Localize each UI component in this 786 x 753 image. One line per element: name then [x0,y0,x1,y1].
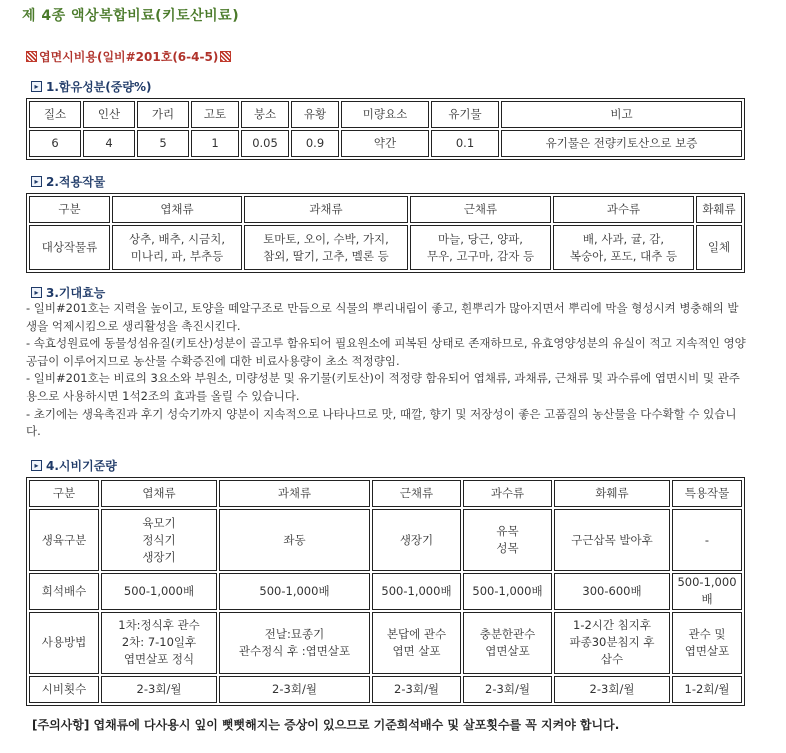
square-arrow-icon: ▸ [31,460,42,471]
standard-row-label: 희석배수 [29,573,99,609]
standard-cell [672,509,742,571]
cell-line: 토마토, 오이, 수박, 가지, [263,231,389,246]
crops-header: 구분 [29,196,110,223]
composition-header: 비고 [501,101,742,128]
crops-header: 화훼류 [696,196,742,223]
section-effects-label: 3.기대효능 [46,286,106,300]
standard-row-label: 생육구분 [29,509,99,571]
cell-line: 관수 및 [688,626,726,641]
composition-value: 0.9 [291,130,339,157]
cell-line: 본답에 관수 [386,626,447,641]
cell-line: 구근삽목 발아후 [571,532,653,547]
standard-cell [554,509,670,571]
standard-cell [101,612,217,674]
standard-header: 근채류 [372,480,461,507]
cell-line: 파종30분침지 후 [569,635,655,650]
table-row [29,225,742,270]
standard-cell: 2-3회/월 [463,676,552,703]
standard-cell [372,612,461,674]
subtitle-text: 엽면시비용(일비#201호(6-4-5) [39,50,219,64]
cell-line: 엽면살포 [684,643,730,658]
crops-header: 과수류 [553,196,694,223]
section-crops-label: 2.적용작물 [46,175,106,189]
composition-value: 4 [83,130,135,157]
effect-paragraph: - 일비#201호는 지력을 높이고, 토양을 떼알구조로 만듬으로 식물의 뿌리내림이 좋고, 흰뿌리가 많아지면서 뿌리에 막을 형성시켜 병충해의 발생을 억제시킴으로 생리활성을 촉진시킨다. [26,301,739,333]
cell-line: 좌동 [283,532,306,547]
table-row [29,196,742,223]
standard-cell: 500-1,000배 [672,573,742,609]
effect-paragraph: - 일비#201호는 비료의 3요소와 부원소, 미량성분 및 유기물(키토산)이 적정량 함유되어 엽채류, 과채류, 근채류 및 과수류에 엽면시비 및 관주용으로 사용하시면 1석2조의 효과를 올릴 수 있습니다. [26,371,740,403]
standard-cell [554,612,670,674]
standard-cell [463,509,552,571]
crops-cell [696,225,742,270]
cell-line: 육모기 [142,515,176,530]
standard-row-label: 시비횟수 [29,676,99,703]
cell-line: 복숭아, 포도, 대추 등 [569,248,678,263]
composition-header: 붕소 [241,101,289,128]
cell-line: 엽면 살포 [392,643,441,658]
cell-line: 참외, 딸기, 고추, 멜론 등 [263,248,389,263]
section-composition-heading [31,78,151,95]
table-row [29,676,742,703]
composition-value: 약간 [341,130,429,157]
cell-line: 관수정식 후 :엽면살포 [238,643,351,658]
cell-line: 생장기 [399,532,434,547]
standard-cell [219,509,370,571]
square-arrow-icon: ▸ [31,81,42,92]
table-row [29,612,742,674]
crops-cell [553,225,694,270]
cell-line: 무우, 고구마, 감자 등 [426,248,535,263]
standard-cell [219,612,370,674]
cell-line: 배, 사과, 귤, 감, [582,231,665,246]
composition-value: 유기물은 전량키토산으로 보증 [501,130,742,157]
composition-header: 가리 [137,101,189,128]
effects-text [26,300,746,441]
standard-cell: 2-3회/월 [372,676,461,703]
cell-line: 2차: 7-10일후 [121,635,197,650]
standard-cell [463,612,552,674]
hatch-icon [220,51,231,62]
cell-line: 엽면살포 [485,643,530,658]
composition-value: 0.05 [241,130,289,157]
cell-line: 미나리, 파, 부추등 [130,248,224,263]
crops-cell [244,225,408,270]
cell-line: 생장기 [142,549,176,564]
crops-table [26,193,745,273]
standard-cell: 500-1,000배 [219,573,370,609]
standard-header: 화훼류 [554,480,670,507]
section-standard-label: 4.시비기준량 [46,459,117,473]
square-arrow-icon: ▸ [31,287,42,298]
composition-value: 5 [137,130,189,157]
table-row [29,480,742,507]
cell-line: 성목 [496,541,519,556]
cell-line: - [704,532,710,547]
crops-header: 근채류 [410,196,551,223]
cell-line: 상추, 배추, 시금치, [128,231,226,246]
standard-cell: 500-1,000배 [463,573,552,609]
warning-note: [주의사항] 엽채류에 다사용시 잎이 뻣뻣해지는 증상이 있으므로 기준희석배수 및 살포횟수를 꼭 지켜야 합니다. [32,718,620,732]
product-subtitle [26,48,231,65]
composition-header: 인산 [83,101,135,128]
standard-cell: 2-3회/월 [554,676,670,703]
standard-cell: 500-1,000배 [372,573,461,609]
standard-cell: 500-1,000배 [101,573,217,609]
crops-header: 과채류 [244,196,408,223]
hatch-icon [26,51,37,62]
section-effects-heading [31,284,105,301]
composition-table [26,98,745,160]
cell-line: 마늘, 당근, 양파, [438,231,523,246]
standard-cell: 1-2회/월 [672,676,742,703]
effect-paragraph: - 속효성원료에 동물성섬유질(키토산)성분이 골고루 함유되어 필요원소에 피복된 상태로 존재하므로, 유효영양성분의 유실이 적고 지속적인 영양공급이 이루어지므로 농산물 수확증진에 대한 비료사용량이 초소 적정량임. [26,336,746,368]
table-row [29,130,742,157]
cell-line: 전날:묘종기 [264,626,325,641]
crops-cell [112,225,242,270]
standard-cell: 300-600배 [554,573,670,609]
composition-value: 1 [191,130,239,157]
composition-header: 고토 [191,101,239,128]
standard-cell [372,509,461,571]
cell-line: 정식기 [142,532,176,547]
cell-line: 삽수 [600,652,624,667]
composition-header: 질소 [29,101,81,128]
standard-header: 엽채류 [101,480,217,507]
standard-cell [101,509,217,571]
square-arrow-icon: ▸ [31,176,42,187]
standard-header: 과채류 [219,480,370,507]
standard-cell [672,612,742,674]
crops-cell [410,225,551,270]
crops-row-label: 대상작물류 [29,225,110,270]
standard-header: 특용작물 [672,480,742,507]
composition-value: 6 [29,130,81,157]
table-row [29,101,742,128]
composition-header: 유기물 [431,101,499,128]
crops-header: 엽채류 [112,196,242,223]
composition-value: 0.1 [431,130,499,157]
cell-line: 1차:정식후 관수 [118,618,200,633]
section-standard-heading [31,457,117,474]
table-row [29,509,742,571]
effect-paragraph: - 초기에는 생육촉진과 후기 성숙기까지 양분이 지속적으로 나타나므로 맛, 때깔, 향기 및 저장성이 좋은 고품질의 농산물을 다수확할 수 있습니다. [26,406,737,439]
cell-line: 일체 [707,240,731,254]
standard-cell: 2-3회/월 [101,676,217,703]
cell-line: 1-2시간 침지후 [573,618,651,633]
section-crops-heading [31,173,105,190]
standard-row-label: 사용방법 [29,612,99,674]
composition-header: 유황 [291,101,339,128]
standard-header: 과수류 [463,480,552,507]
page-title: 제 4종 액상복합비료(키토산비료) [22,8,240,24]
standard-cell: 2-3회/월 [219,676,370,703]
composition-header: 미량요소 [341,101,429,128]
cell-line: 충분한관수 [479,626,536,641]
standard-table [26,477,745,706]
table-row [29,573,742,609]
cell-line: 엽면살포 정식 [123,652,195,667]
cell-line: 유목 [496,524,519,539]
standard-header: 구분 [29,480,99,507]
section-composition-label: 1.함유성분(중량%) [46,80,152,94]
